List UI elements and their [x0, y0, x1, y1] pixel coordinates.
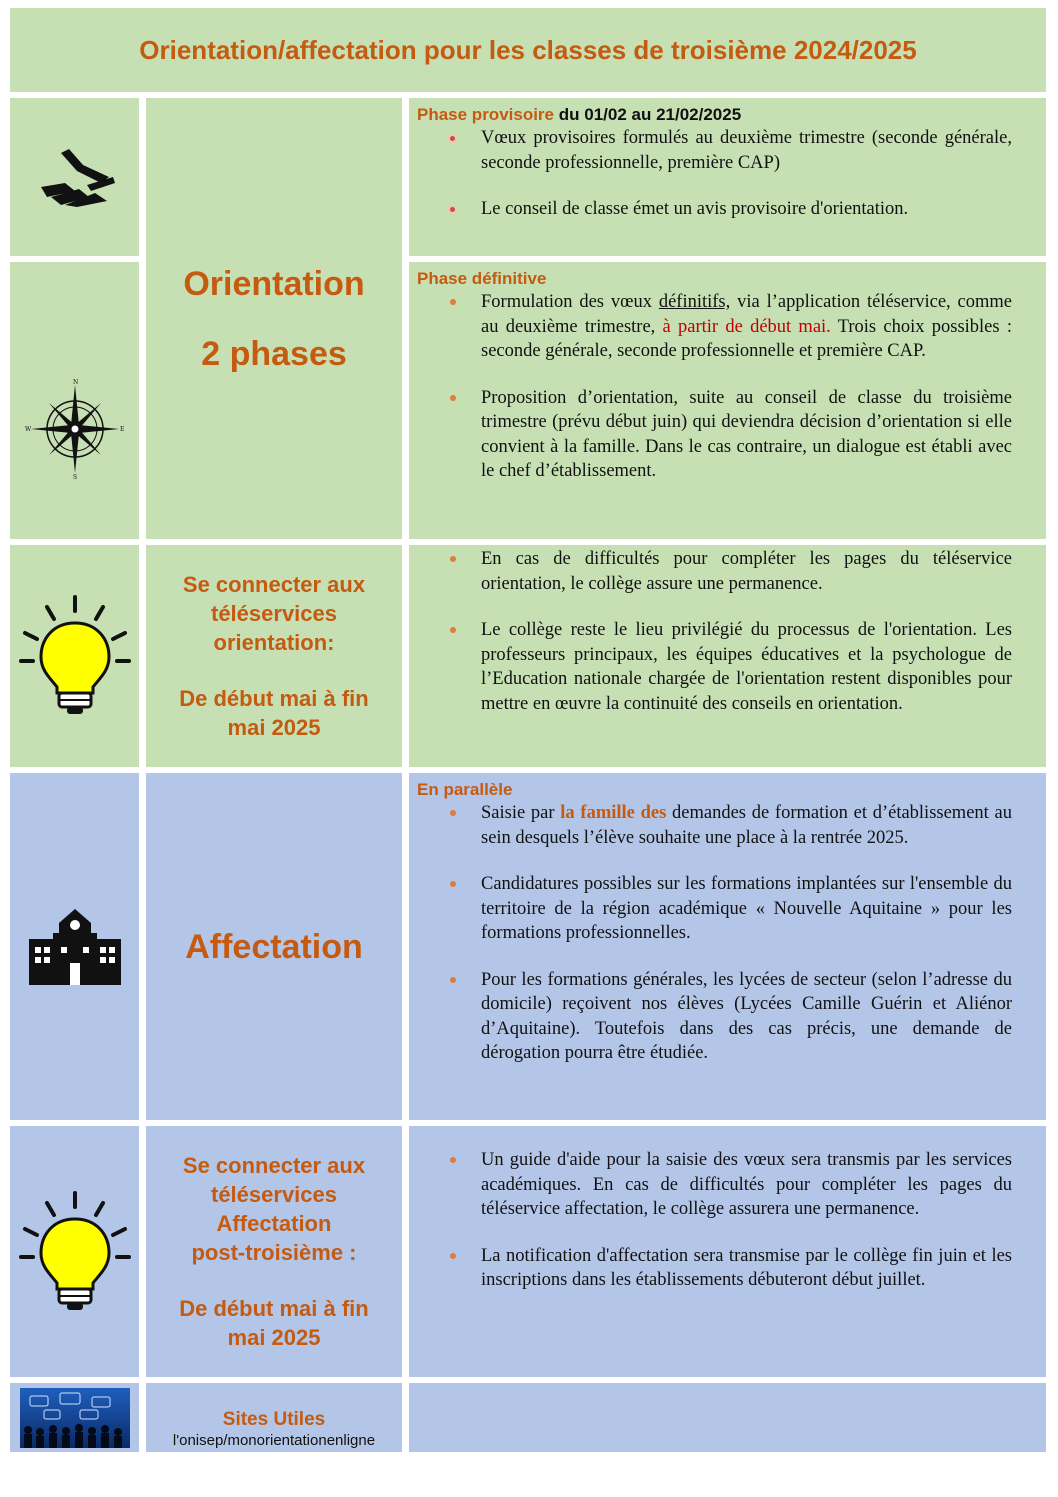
list-item: Le collège reste le lieu privilégié du processus de l'orientation. Les professeurs principaux, les équipes éducatives et la psychologue de l’Education nationale chargée de l'orientation restent disponibles pour mettre en œuvre la continuité des conseils en orientation.: [481, 618, 1012, 716]
list-item: Le conseil de classe émet un avis provisoire d'orientation.: [481, 197, 1012, 222]
affectation-heading-cell: [146, 773, 402, 1120]
orientation-subheading: 2 phases: [201, 334, 347, 373]
icon-cell-bulb-1: [10, 545, 139, 767]
phase-provisoire-heading: [417, 104, 1012, 126]
parallel-heading: En parallèle: [417, 780, 513, 799]
list-item: Pour les formations générales, les lycées de secteur (selon l’adresse du domicile) reçoivent nos élèves (Lycées Camille Guérin et Aliénor d’Aquitaine). Toutefois dans des cas précis, une demande de dérogation pourra être étudiée.: [481, 968, 1012, 1066]
teleservices-line: téléservices: [211, 1182, 337, 1207]
people-network-image: [20, 1388, 130, 1448]
bullet-text: demandes de formation et d’établissement au sein desquels l’élève souhaite une place à la rentrée 2025.: [481, 803, 1012, 848]
teleservices-affectation-section: [409, 1126, 1046, 1377]
phase-provisoire-dates: du 01/02 au 21/02/2025: [558, 105, 742, 124]
list-item: [481, 801, 1012, 850]
list-item: La notification d'affectation sera transmise par le collège fin juin et les inscriptions dans les établissements débuteront début juillet.: [481, 1244, 1012, 1293]
list-item: Vœux provisoires formulés au deuxième trimestre (seconde générale, seconde professionnelle, première CAP): [481, 126, 1012, 175]
icon-cell-bulb-2: [10, 1126, 139, 1377]
highlighted-text: la famille des: [560, 803, 667, 823]
teleservices-affectation-cell: [146, 1126, 402, 1377]
signpost-arrow-icon: [35, 147, 115, 207]
teleservices-line: téléservices: [211, 601, 337, 626]
teleservices-line: Se connecter aux: [182, 572, 366, 597]
teleservices-line: Affectation: [216, 1211, 332, 1236]
underlined-text: définitifs,: [658, 292, 731, 312]
affectation-section: [409, 773, 1046, 1120]
phase-provisoire-list: [417, 126, 1012, 222]
teleservices-orientation-list: [417, 547, 1012, 716]
teleservices-line: Se connecter aux: [182, 1153, 366, 1178]
teleservices-affectation-list: [417, 1148, 1012, 1293]
school-building-icon: [29, 909, 121, 985]
teleservices-dates: De début mai à fin: [179, 1296, 369, 1321]
icon-cell-signpost: [10, 98, 139, 256]
orientation-heading-cell: [146, 98, 402, 539]
teleservices-dates: mai 2025: [227, 715, 321, 740]
teleservices-line: orientation:: [213, 630, 335, 655]
phase-provisoire-section: [409, 98, 1046, 256]
orientation-heading: Orientation: [183, 264, 365, 303]
bullet-text: Saisie par: [481, 803, 561, 823]
teleservices-line: post-troisième :: [191, 1240, 357, 1265]
bullet-text: Trois choix possibles : seconde générale, seconde professionnelle et première CAP.: [481, 316, 1012, 361]
empty-cell: [409, 1383, 1046, 1452]
teleservices-dates: De début mai à fin: [179, 686, 369, 711]
lightbulb-icon: [17, 1191, 133, 1313]
sites-heading: Sites Utiles: [222, 1409, 326, 1430]
list-item: Candidatures possibles sur les formations implantées sur l'ensemble du territoire de la région académique « Nouvelle Aquitaine » pour les formations professionnelles.: [481, 872, 1012, 946]
affectation-heading: Affectation: [185, 927, 363, 966]
teleservices-dates: mai 2025: [227, 1325, 321, 1350]
highlighted-date: à partir de début mai.: [662, 316, 831, 337]
bullet-text: Formulation des vœux: [481, 292, 659, 312]
list-item: Un guide d'aide pour la saisie des vœux sera transmis par les services académiques. En cas de difficultés pour compléter les pages du téléservice affectation, le collège assurera une permanence.: [481, 1148, 1012, 1222]
teleservices-orientation-section: [409, 545, 1046, 767]
compass-rose-icon: [25, 379, 125, 479]
list-item: En cas de difficultés pour compléter les pages du téléservice orientation, le collège assure une permanence.: [481, 547, 1012, 596]
lightbulb-icon: [17, 595, 133, 717]
affectation-list: [417, 801, 1012, 1066]
sites-utiles-cell: [146, 1383, 402, 1452]
svg-text:N: N: [72, 378, 78, 386]
bullet-text: via l’application téléservice, comme au deuxième trimestre,: [481, 292, 1012, 337]
list-item: Proposition d’orientation, suite au conseil de classe du troisième trimestre (prévu début juin) qui deviendra décision d’orientation si elle convient à la famille. Dans le cas contraire, un dialogue est établi avec le chef d’établissement.: [481, 386, 1012, 484]
phase-definitive-list: [417, 290, 1012, 484]
svg-text:S: S: [72, 473, 77, 479]
icon-cell-network: [10, 1383, 139, 1452]
icon-cell-school: [10, 773, 139, 1120]
icon-cell-compass: [10, 262, 139, 539]
phase-definitive-section: [409, 262, 1046, 539]
svg-text:E: E: [119, 425, 124, 433]
teleservices-orientation-cell: [146, 545, 402, 767]
onisep-link[interactable]: l'onisep/monorientationenligne: [172, 1432, 376, 1449]
page-title: Orientation/affectation pour les classes de troisième 2024/2025: [10, 8, 1046, 92]
svg-text:W: W: [24, 425, 31, 433]
phase-definitive-heading: Phase définitive: [417, 269, 547, 288]
list-item: [481, 290, 1012, 364]
phase-provisoire-label: Phase provisoire: [417, 105, 555, 124]
